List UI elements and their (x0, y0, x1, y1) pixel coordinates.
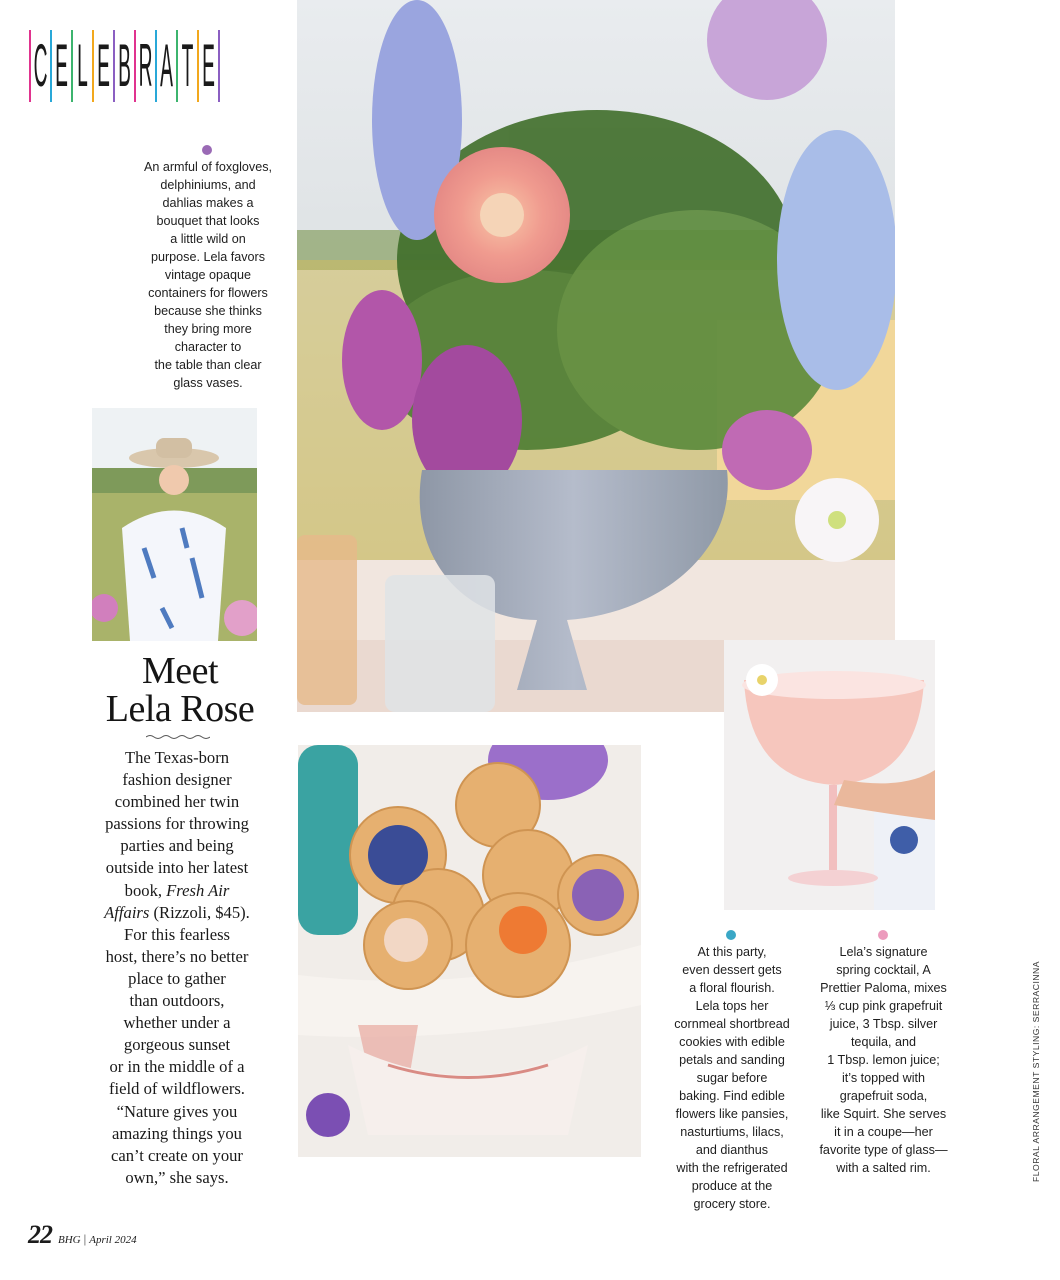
page-number: 22 (28, 1220, 52, 1249)
caption-dot-teal (726, 930, 736, 940)
title-divider-bar (29, 30, 31, 102)
lela-rose-portrait (92, 408, 257, 641)
cookies-photo (298, 745, 641, 1157)
section-title-celebrate (28, 30, 221, 102)
magazine-name: BHG (58, 1234, 81, 1246)
title-letter: C (33, 32, 48, 99)
title-letter: E (55, 32, 68, 99)
title-divider-bar (155, 30, 157, 102)
title-divider-bar (113, 30, 115, 102)
title-letter: L (77, 32, 88, 99)
body-copy: The Texas-born fashion designer combined her twin passions for throwing parties and being outside into her latest book, Fresh Air Affairs (Rizzoli, $45). For this fearless host, there’s no better place to gather than outdoors, whether under a gorgeous sunset or in the middle of a field of wildflowers. “Nature gives you amazing things you can’t create on your own,” she says. (104, 748, 250, 1187)
bouquet-photo (297, 0, 895, 712)
headline-meet-lela-rose: Meet Lela Rose (105, 650, 255, 730)
cocktail-photo (724, 640, 935, 910)
title-divider-bar (50, 30, 52, 102)
title-divider-bar (71, 30, 73, 102)
title-divider-bar (176, 30, 178, 102)
caption-dot-purple (202, 145, 212, 155)
title-divider-bar (134, 30, 136, 102)
headline-divider (146, 734, 210, 740)
title-letter: A (160, 32, 173, 99)
cocktail-caption: Lela’s signature spring cocktail, A Prettier Paloma, mixes ⅓ cup pink grapefruit juice, 3 Tbsp. silver tequila, and 1 Tbsp. lemon juice; it’s topped with grapefruit soda, like Squirt. She serves it in a coupe—her favorite type of glass— with a salted rim. (819, 945, 948, 1175)
title-divider-bar (92, 30, 94, 102)
title-letter: R (138, 32, 153, 99)
title-divider-bar (197, 30, 199, 102)
page-folio (28, 1220, 137, 1250)
dessert-caption: At this party, even dessert gets a floral flourish. Lela tops her cornmeal shortbread cookies with edible petals and sanding sugar before baking. Find edible flowers like pansies, nasturtiums, lilacs, and dianthus with the refrigerated produce at the grocery store. (674, 945, 790, 1211)
issue-date: April 2024 (89, 1234, 137, 1246)
book-title-cont: Affairs (104, 902, 150, 922)
title-letter: E (97, 32, 110, 99)
title-letter: E (202, 32, 215, 99)
caption-dot-pink (878, 930, 888, 940)
bouquet-caption: An armful of foxgloves, delphiniums, and dahlias makes a bouquet that looks a little wild on purpose. Lela favors vintage opaque containers for flowers because she thinks they bring more character to the table than clear glass vases. (143, 160, 273, 390)
photo-credit: FLORAL ARRANGEMENT STYLING: SERRACINNA (1031, 961, 1041, 1182)
book-title: Fresh Air (166, 880, 230, 900)
title-divider-bar (218, 30, 220, 102)
title-letter: B (118, 32, 131, 99)
title-letter: T (181, 32, 194, 99)
folio-separator: | (83, 1231, 87, 1246)
